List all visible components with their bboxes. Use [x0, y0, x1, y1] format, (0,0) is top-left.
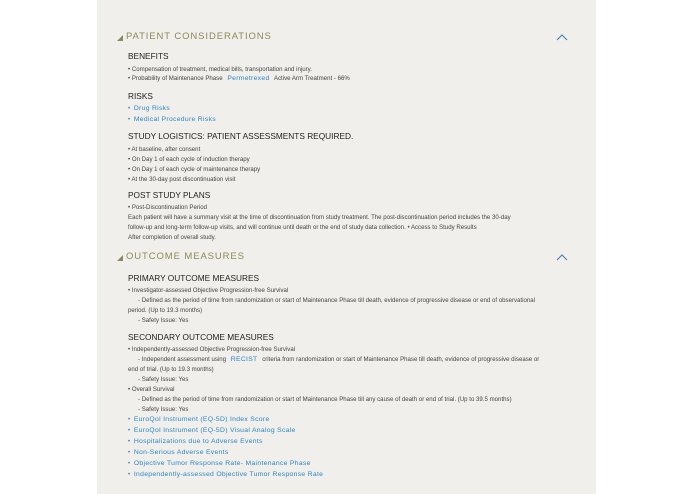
outcome-link-item[interactable]: • Hospitalizations due to Adverse Events	[128, 438, 263, 445]
expand-triangle-icon	[117, 255, 123, 261]
risk-item[interactable]: • Medical Procedure Risks	[128, 116, 216, 123]
secondary-line: end of trial. (Up to 19.3 months)	[128, 366, 214, 373]
chevron-up-icon[interactable]	[556, 253, 568, 261]
primary-line: • Investigator-assessed Objective Progression-free Survival	[128, 287, 289, 294]
logistics-item: • On Day 1 of each cycle of induction therapy	[128, 156, 250, 163]
hospitalizations-link[interactable]: Hospitalizations due to Adverse Events	[133, 438, 263, 445]
recist-suffix: criteria from randomization or start of Maintenance Phase till death, evidence of progressive disease or	[262, 356, 540, 363]
secondary-line: - Safety Issue: Yes	[138, 376, 189, 383]
outcome-link-item[interactable]: • Objective Tumor Response Rate- Maintenance Phase	[128, 460, 311, 467]
eq5d-index-link[interactable]: EuroQol Instrument (EQ-5D) Index Score	[133, 416, 270, 423]
logistics-item: • At baseline, after consent	[128, 146, 201, 153]
risk-item[interactable]: • Drug Risks	[128, 105, 171, 112]
drug-risks-link[interactable]: Drug Risks	[133, 105, 171, 112]
outcome-link-item[interactable]: • EuroQol Instrument (EQ-5D) Index Score	[128, 416, 270, 423]
outcome-link-item[interactable]: • Independently-assessed Objective Tumor Response Rate	[128, 471, 324, 478]
medical-procedure-risks-link[interactable]: Medical Procedure Risks	[133, 116, 216, 123]
risks-heading: RISKS	[128, 91, 153, 101]
section-title: PATIENT CONSIDERATIONS	[126, 31, 272, 42]
primary-line: period. (Up to 19.3 months)	[128, 307, 203, 314]
content-panel	[97, 0, 596, 494]
expand-triangle-icon	[117, 35, 123, 41]
logistics-item: • At the 30-day post discontinuation visit	[128, 176, 236, 183]
benefit-line: • Compensation of treatment, medical bills, transportation and injury.	[128, 66, 312, 73]
post-study-line: Each patient will have a summary visit at the time of discontinuation from study treatment. The post-discontinuation period includes the 30-day	[128, 214, 511, 221]
recist-prefix: - Independent assessment using	[138, 356, 227, 363]
logistics-item: • On Day 1 of each cycle of maintenance therapy	[128, 166, 261, 173]
eq5d-vas-link[interactable]: EuroQol Instrument (EQ-5D) Visual Analog Scale	[133, 427, 296, 434]
primary-line: - Safety Issue: Yes	[138, 317, 189, 324]
logistics-heading: STUDY LOGISTICS: PATIENT ASSESSMENTS REQUIRED.	[128, 131, 354, 141]
benefit-prefix: • Probability of Maintenance Phase	[128, 75, 223, 82]
primary-outcome-heading: PRIMARY OUTCOME MEASURES	[128, 273, 260, 283]
outcome-link-item[interactable]: • Non-Serious Adverse Events	[128, 449, 229, 456]
post-study-line: follow-up and long-term follow-up visits, and will continue until death or the end of study data collection. • Access to Study Results	[128, 224, 477, 231]
secondary-outcome-heading: SECONDARY OUTCOME MEASURES	[128, 332, 274, 342]
secondary-line: - Safety Issue: Yes	[138, 406, 189, 413]
patient-considerations-header[interactable]	[117, 31, 568, 47]
primary-line: - Defined as the period of time from randomization or start of Maintenance Phase till death, evidence of progressive disease or end of observational	[138, 297, 535, 304]
post-study-line: • Post-Discontinuation Period	[128, 204, 208, 211]
secondary-line: - Defined as the period of time from randomization or start of Maintenance Phase till any cause of death or end of trial. (Up to 39.5 months)	[138, 396, 512, 403]
chevron-up-icon[interactable]	[556, 33, 568, 41]
benefit-suffix: Active Arm Treatment - 66%	[273, 75, 350, 82]
post-study-line: After completion of overall study.	[128, 234, 216, 241]
non-serious-events-link[interactable]: Non-Serious Adverse Events	[133, 449, 229, 456]
secondary-line: • Overall Survival	[128, 386, 175, 393]
recist-link[interactable]: RECIST	[230, 356, 258, 363]
secondary-line-recist	[138, 355, 539, 364]
outcome-measures-header[interactable]	[117, 251, 568, 267]
outcome-link-item[interactable]: • EuroQol Instrument (EQ-5D) Visual Analog Scale	[128, 427, 296, 434]
tumor-response-maintenance-link[interactable]: Objective Tumor Response Rate- Maintenance Phase	[133, 460, 311, 467]
benefits-heading: BENEFITS	[128, 51, 169, 61]
section-title: OUTCOME MEASURES	[126, 251, 245, 262]
independent-tumor-response-link[interactable]: Independently-assessed Objective Tumor Response Rate	[133, 471, 324, 478]
permetrexed-link[interactable]: Permetrexed	[227, 75, 270, 82]
post-study-heading: POST STUDY PLANS	[128, 190, 211, 200]
secondary-line: • Independently-assessed Objective Progression-free Survival	[128, 346, 296, 353]
benefit-line-probability	[128, 74, 350, 83]
